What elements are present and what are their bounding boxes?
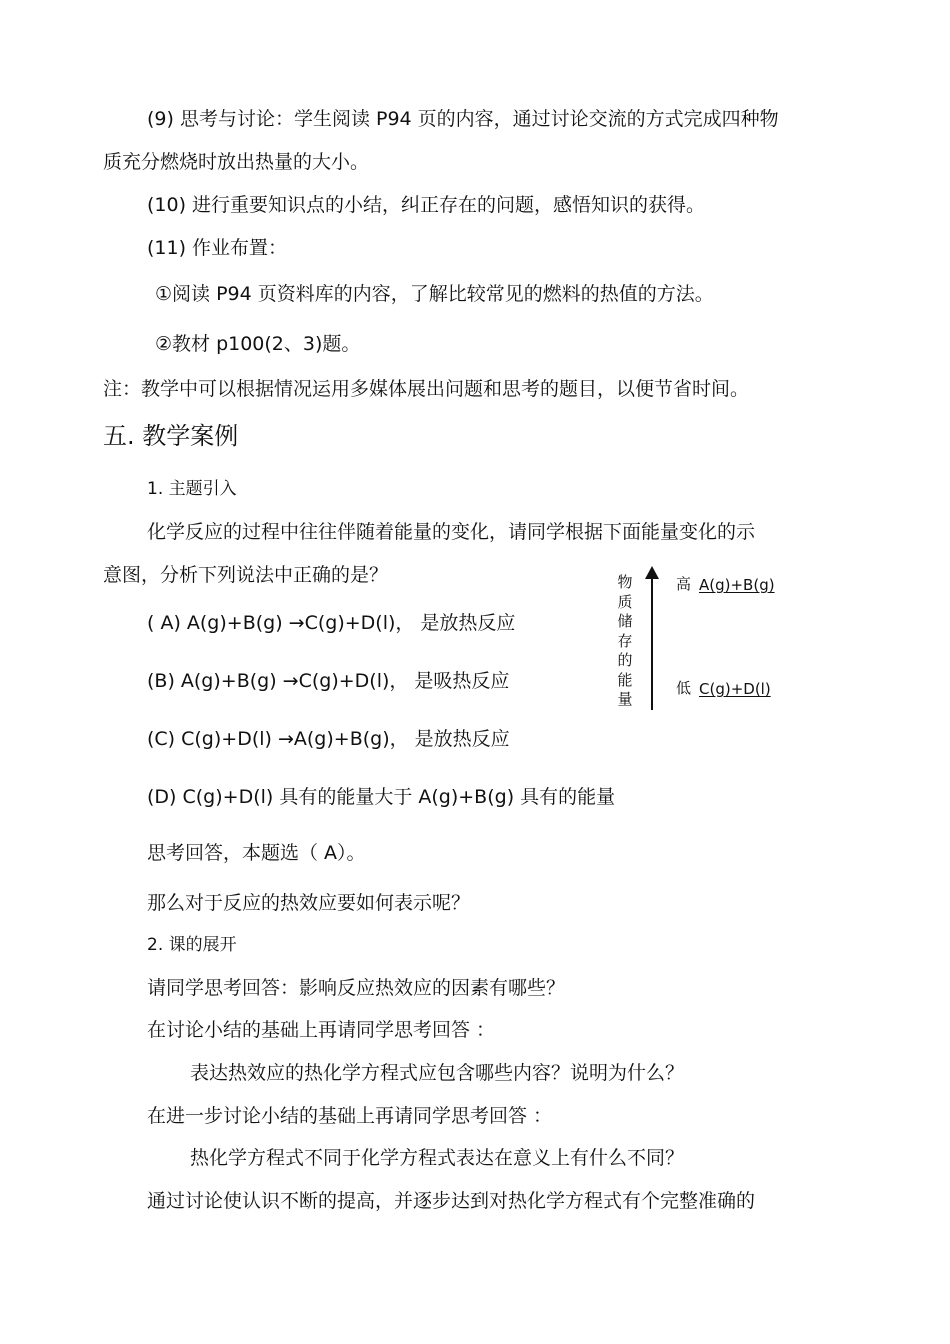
homework-item-2: ②教材 p100(2、3)题。 [155,333,361,355]
section-title: 五. 教学案例 [103,422,239,450]
paragraph-1: 请同学思考回答：影响反应热效应的因素有哪些？ [147,977,566,999]
step-10: (10) 进行重要知识点的小结，纠正存在的问题，感悟知识的获得。 [147,194,706,216]
intro-line-1: 化学反应的过程中往往伴随着能量的变化，请同学根据下面能量变化的示 [147,521,756,543]
option-d: (D) C(g)+D(l) 具有的能量大于 A(g)+B(g) 具有的能量 [147,786,616,808]
high-energy-label: 高 [676,575,692,593]
follow-up-question: 那么对于反应的热效应要如何表示呢？ [147,892,471,914]
energy-axis-line [651,578,653,710]
paragraph-6: 通过讨论使认识不断的提高，并逐步达到对热化学方程式有个完整准确的 [147,1190,756,1212]
step-9-line-2: 质充分燃烧时放出热量的大小。 [103,151,370,173]
step-11: (11) 作业布置： [147,237,288,259]
paragraph-5: 热化学方程式不同于化学方程式表达在意义上有什么不同？ [190,1147,685,1169]
paragraph-2: 在讨论小结的基础上再请同学思考回答 ： [147,1019,496,1041]
low-energy-label: 低 [676,679,692,697]
high-energy-species: A(g)+B(g) [699,576,775,594]
subsection-2-title: 2. 课的展开 [147,935,237,955]
step-9-line-1: (9) 思考与讨论：学生阅读 P94 页的内容，通过讨论交流的方式完成四种物 [147,108,779,130]
low-energy-species: C(g)+D(l) [699,680,771,698]
homework-item-1: ①阅读 P94 页资料库的内容，了解比较常见的燃料的热值的方法。 [155,283,714,305]
answer: 思考回答，本题选（ A）。 [147,842,366,864]
energy-axis-label: 物质储存的能量 [617,573,633,708]
option-c: (C) C(g)+D(l) →A(g)+B(g)， 是放热反应 [147,728,510,750]
paragraph-3: 表达热效应的热化学方程式应包含哪些内容？说明为什么？ [190,1062,685,1084]
option-a: ( A) A(g)+B(g) →C(g)+D(l)， 是放热反应 [147,612,516,634]
option-b: (B) A(g)+B(g) →C(g)+D(l)， 是吸热反应 [147,670,510,692]
intro-line-2: 意图，分析下列说法中正确的是？ [103,564,389,586]
subsection-1-title: 1. 主题引入 [147,479,237,499]
paragraph-4: 在进一步讨论小结的基础上再请同学思考回答 ： [147,1105,553,1127]
note: 注：教学中可以根据情况运用多媒体展出问题和思考的题目，以便节省时间。 [103,378,750,400]
